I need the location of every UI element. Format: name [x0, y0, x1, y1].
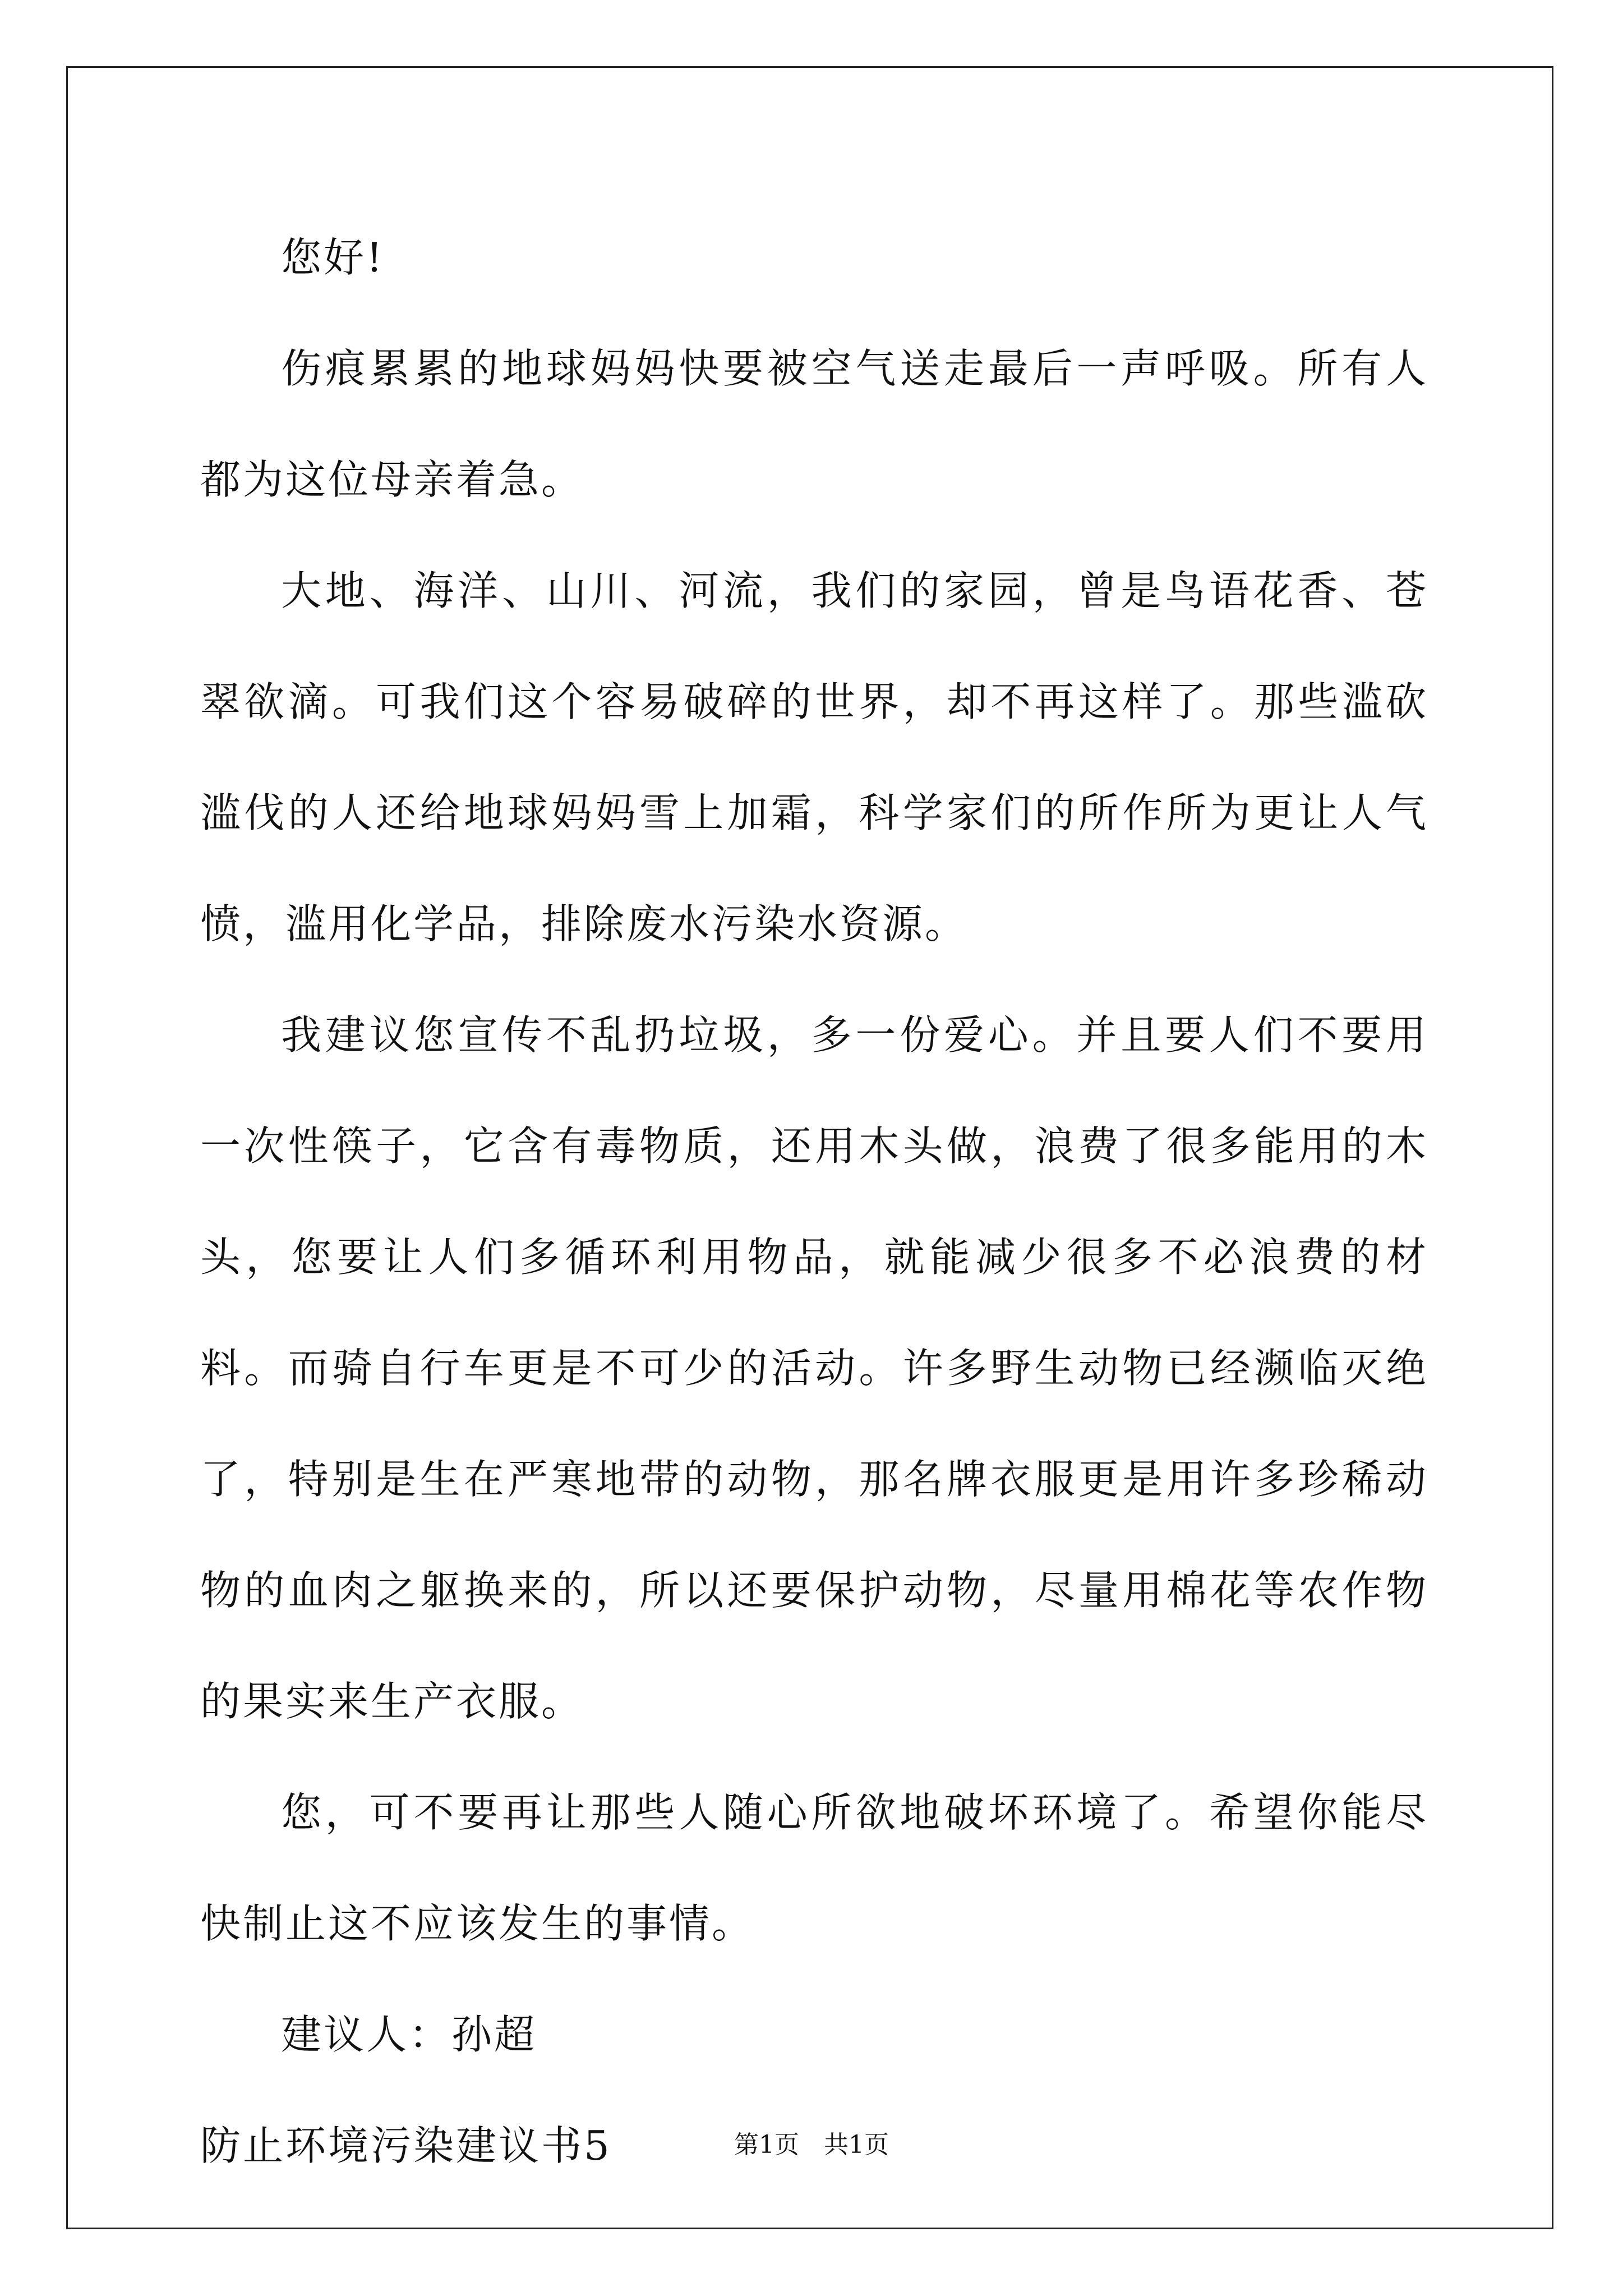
- page-number: 第1页: [734, 2131, 799, 2159]
- signature: 建议人：孙超: [281, 2011, 537, 2058]
- page-total: 共1页: [824, 2131, 889, 2159]
- paragraph-3: 我建议您宣传不乱扔垃圾，多一份爱心。并且要人们不要用一次性筷子，它含有毒物质，还用木头做，浪费了很多能用的木头，您要让人们多循环利用物品，就能减少很多不必浪费的材料。而骑自行车更是不可少的活动。许多野生动物已经濒临灭绝了，特别是生在严寒地带的动物，那名牌衣服更是用许多珍稀动物的血肉之躯换来的，所以还要保护动物，尽量用棉花等农作物的果实来生产衣服。: [200, 1011, 1428, 1725]
- document-body: [200, 202, 1428, 2201]
- page-footer: [0, 2128, 1623, 2162]
- greeting: 您好!: [281, 234, 385, 281]
- paragraph-1: 伤痕累累的地球妈妈快要被空气送走最后一声呼吸。所有人都为这位母亲着急。: [200, 345, 1428, 503]
- next-section-title: 防止环境污染建议书5: [200, 2122, 612, 2169]
- paragraph-2: 大地、海洋、山川、河流，我们的家园，曾是鸟语花香、苍翠欲滴。可我们这个容易破碎的世界，却不再这样了。那些滥砍滥伐的人还给地球妈妈雪上加霜，科学家们的所作所为更让人气愤，滥用化学品，排除废水污染水资源。: [200, 567, 1428, 947]
- paragraph-4: 您，可不要再让那些人随心所欲地破坏环境了。希望你能尽快制止这不应该发生的事情。: [200, 1789, 1428, 1947]
